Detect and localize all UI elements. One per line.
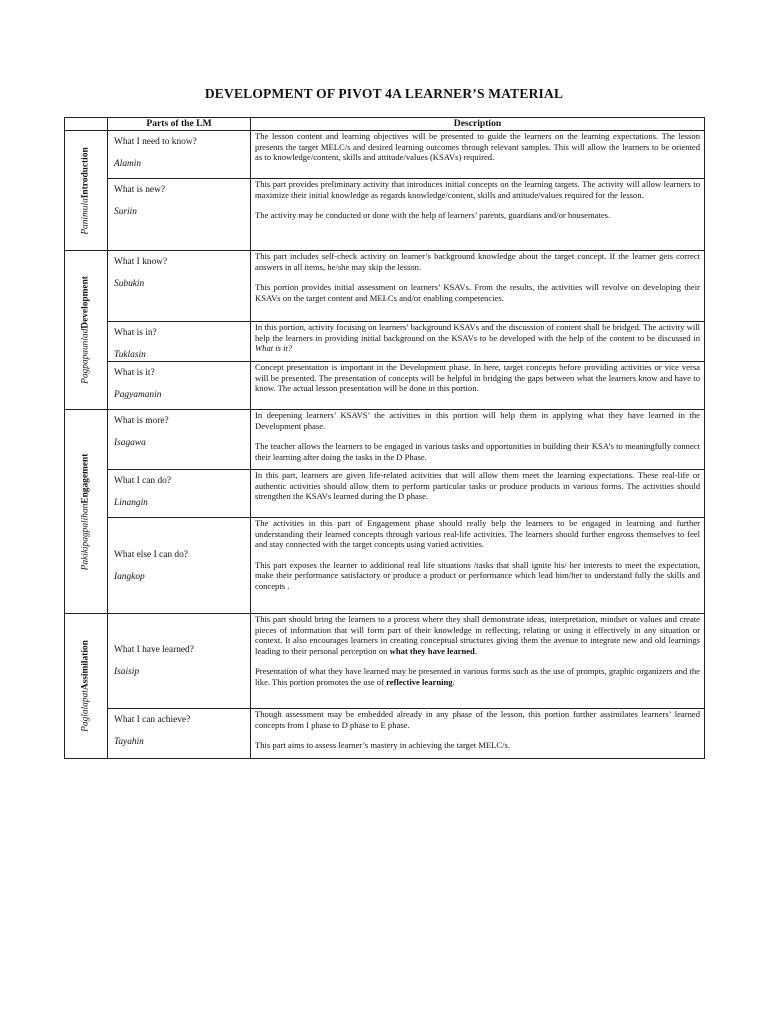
description-cell: In deepening learners’ KSAVS’ the activities in this portion will help them in applying what they have learned in the Development phase. The teacher allows the learners to be engaged in various tasks and opportunities in building their KSA’s to meaningfully connect their learning after doing the tasks in the D Phase. <box>251 410 705 470</box>
parts-header: Parts of the LM <box>108 118 251 131</box>
part-filipino: Subukin <box>114 279 145 289</box>
part-cell <box>108 251 251 322</box>
part-filipino: Linangin <box>114 498 148 508</box>
table-row <box>65 322 705 362</box>
part-english: What I can achieve? <box>114 715 191 725</box>
part-cell <box>108 131 251 179</box>
description-cell: This part provides preliminary activity that introduces initial concepts on the learning targets. The activity will allow learners to maximize their initial knowledge as regards knowledge/content, skills and attitude/values required for the lesson. The activity may be conducted or done with the help of learners’ parents, guardians and/or housemates. <box>251 179 705 251</box>
part-cell <box>108 322 251 362</box>
learners-material-table <box>64 117 705 759</box>
part-filipino: Tuklasin <box>114 350 146 360</box>
table-row <box>65 362 705 410</box>
table-row <box>65 518 705 614</box>
description-cell: In this part, learners are given life-related activities that will allow them meet the learning expectations. These real-life or authentic activities should allow them to perform particular tasks or produce products in various forms. The activities should strengthen the KSAVs learned during the D phase. <box>251 470 705 518</box>
table-row <box>65 131 705 179</box>
phase-label: PanimulaIntroduction <box>80 146 91 235</box>
description-cell: This part includes self-check activity on learner’s background knowledge about the target concept. If the learner gets correct answers in all items, he/she may skip the lesson. This portion provides initial assessment on learners’ KSAVs. From the results, the activities will revolve on developing their KSAVs on the target content and MELCs and/or enabling competencies. <box>251 251 705 322</box>
table-header-row <box>65 118 705 131</box>
description-cell: This part should bring the learners to a process where they shall demonstrate ideas, interpretation, mindset or values and create pieces of information that will form part of their knowledge in reflecting, relating or using it effectively in any situation or context. It also encourages learners in creating conceptual structures giving them the avenue to integrate new and old learnings leading to their personal perception on what they have learned. Presentation of what they have learned may be presented in various forms such as the use of prompts, graphic organizers and the like. This portion promotes the use of reflective learning. <box>251 614 705 709</box>
phase-assimilation <box>65 614 108 759</box>
description-header: Description <box>251 118 705 131</box>
description-cell: The activities in this part of Engagement phase should really help the learners to be engaged in learning and further understanding their learned concepts through various real-life activities. The learners should further engross themselves to feel and stay connected with the target concepts using varied activities. This part exposes the learner to additional real life situations /tasks that shall ignite his/ her interests to meet the expectation, make their performance satisfactory or produce a product or performance which lead him/her to understand fully the skills and concepts . <box>251 518 705 614</box>
phase-label: PaglalapatAssimilation <box>80 640 91 732</box>
phase-label: PagpapaunladDevelopment <box>80 276 91 384</box>
phase-header-cell <box>65 118 108 131</box>
description-cell: Though assessment may be embedded already in any phase of the lesson, this portion further assimilates learners’ learned concepts from I phase to D phase to E phase. This part aims to assess learner’s mastery in achieving the target MELC/s. <box>251 709 705 759</box>
part-english: What I know? <box>114 257 168 267</box>
part-cell <box>108 518 251 614</box>
part-english: What is in? <box>114 328 157 338</box>
part-cell <box>108 614 251 709</box>
description-cell: Concept presentation is important in the Development phase. In here, target concepts before providing activities or vice versa will be presented. The presentation of concepts will be helpful in bridging the gaps between what the learners know and have to know. The actual lesson presentation will be done in this portion. <box>251 362 705 410</box>
table-row <box>65 251 705 322</box>
part-english: What is it? <box>114 368 155 378</box>
part-cell <box>108 179 251 251</box>
part-filipino: Isagawa <box>114 438 146 448</box>
part-cell <box>108 470 251 518</box>
table-row <box>65 709 705 759</box>
part-filipino: Isaisip <box>114 667 140 677</box>
part-cell <box>108 709 251 759</box>
table-row <box>65 179 705 251</box>
table-row <box>65 614 705 709</box>
phase-introduction <box>65 131 108 251</box>
description-cell: In this portion, activity focusing on learners’ background KSAVs and the discussion of content shall be bridged. The activity will help the learners in providing initial background on the KSAVs to be developed with the help of the content to be discussed in What is it? <box>251 322 705 362</box>
phase-engagement <box>65 410 108 614</box>
part-english: What I have learned? <box>114 645 194 655</box>
part-filipino: Alamin <box>114 159 142 169</box>
part-english: What I need to know? <box>114 137 197 147</box>
part-english: What is more? <box>114 416 169 426</box>
part-cell <box>108 362 251 410</box>
phase-label: PakikipagpalihanEngagement <box>80 453 91 570</box>
part-english: What else I can do? <box>114 549 188 560</box>
part-filipino: Iangkop <box>114 571 145 582</box>
document-title: DEVELOPMENT OF PIVOT 4A LEARNER’S MATERIAL <box>204 86 564 101</box>
phase-development <box>65 251 108 410</box>
part-filipino: Tayahin <box>114 737 144 747</box>
part-english: What is new? <box>114 185 166 195</box>
description-cell: The lesson content and learning objectives will be presented to guide the learners on the learning expectations. The lesson presents the target MELC/s and desired learning outcomes through relevant samples. This will allow the learners to be oriented as to knowledge/content, skills and attitude/values (KSAVs) required. <box>251 131 705 179</box>
table-row <box>65 410 705 470</box>
part-filipino: Suriin <box>114 207 137 217</box>
part-cell <box>108 410 251 470</box>
table-row <box>65 470 705 518</box>
part-english: What I can do? <box>114 476 172 486</box>
part-filipino: Pagyamanin <box>114 390 162 400</box>
